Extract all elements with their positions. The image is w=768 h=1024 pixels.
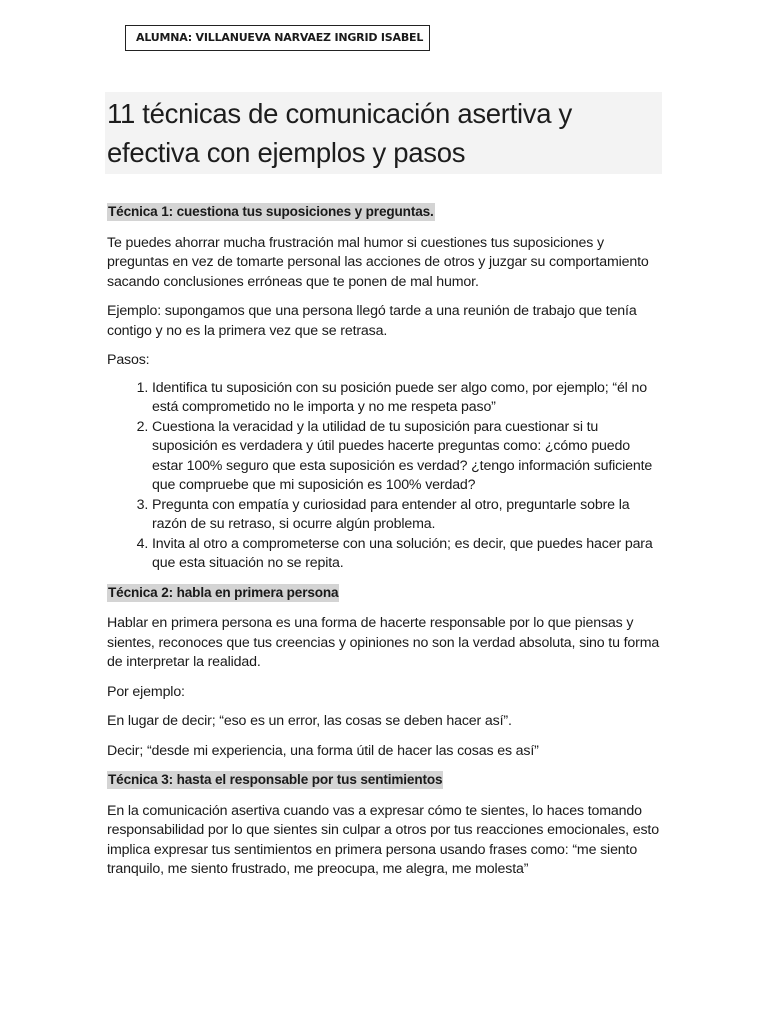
paragraph: En la comunicación asertiva cuando vas a expresar cómo te sientes, lo haces tomando responsabilidad por lo que sientes sin culpar a otros por tus reacciones emocionales, esto implica expresar tus sentimientos en primera persona usando frases como: “me siento tranquilo, me siento frustrado, me preocupa, me alegra, me molesta” <box>107 802 659 877</box>
student-name-box: ALUMNA: VILLANUEVA NARVAEZ INGRID ISABEL <box>125 25 430 51</box>
section-heading-1: Técnica 1: cuestiona tus suposiciones y preguntas. <box>108 204 434 219</box>
steps-label: Pasos: <box>107 352 150 368</box>
paragraph: Decir; “desde mi experiencia, una forma útil de hacer las cosas es así” <box>107 742 539 759</box>
section-1 <box>107 203 662 223</box>
list-item: 3. Pregunta con empatía y curiosidad para entender al otro, preguntarle sobre la razón de su retraso, si ocurre algún problema. <box>152 496 662 535</box>
document-body <box>107 203 662 880</box>
steps-list <box>107 379 662 574</box>
document-title: 11 técnicas de comunicación asertiva y efectiva con ejemplos y pasos <box>105 92 662 174</box>
list-item: 1. Identifica tu suposición con su posición puede ser algo como, por ejemplo; “él no está comprometido no le importa y no me respeta paso” <box>152 379 662 418</box>
list-item: 2. Cuestiona la veracidad y la utilidad de tu suposición para cuestionar si tu suposición es verdadera y útil puedes hacerte preguntas como: ¿cómo puedo estar 100% seguro que esta suposición es verdad? ¿tengo información suficiente que compruebe que mi suposición es 100% verdad? <box>152 418 662 496</box>
paragraph: En lugar de decir; “eso es un error, las cosas se deben hacer así”. <box>107 713 512 729</box>
example-label: Por ejemplo: <box>107 683 185 700</box>
paragraph: Hablar en primera persona es una forma de hacerte responsable por lo que piensas y sientes, reconoces que tus creencias y opiniones no son la verdad absoluta, sino tu forma de interpretar la realidad. <box>107 615 660 670</box>
section-2 <box>107 584 662 604</box>
paragraph: Te puedes ahorrar mucha frustración mal humor si cuestiones tus suposiciones y preguntas en vez de tomarte personal las acciones de otros y juzgar su comportamiento sacando conclusiones erróneas que te ponen de mal humor. <box>107 234 649 290</box>
list-item: 4. Invita al otro a comprometerse con una solución; es decir, que puedes hacer para que esta situación no se repita. <box>152 535 662 574</box>
section-heading-3: Técnica 3: hasta el responsable por tus sentimientos <box>108 772 443 787</box>
section-heading-2: Técnica 2: habla en primera persona <box>108 584 339 600</box>
section-3 <box>107 771 662 791</box>
example-paragraph: Ejemplo: supongamos que una persona llegó tarde a una reunión de trabajo que tenía contigo y no es la primera vez que se retrasa. <box>107 303 637 339</box>
